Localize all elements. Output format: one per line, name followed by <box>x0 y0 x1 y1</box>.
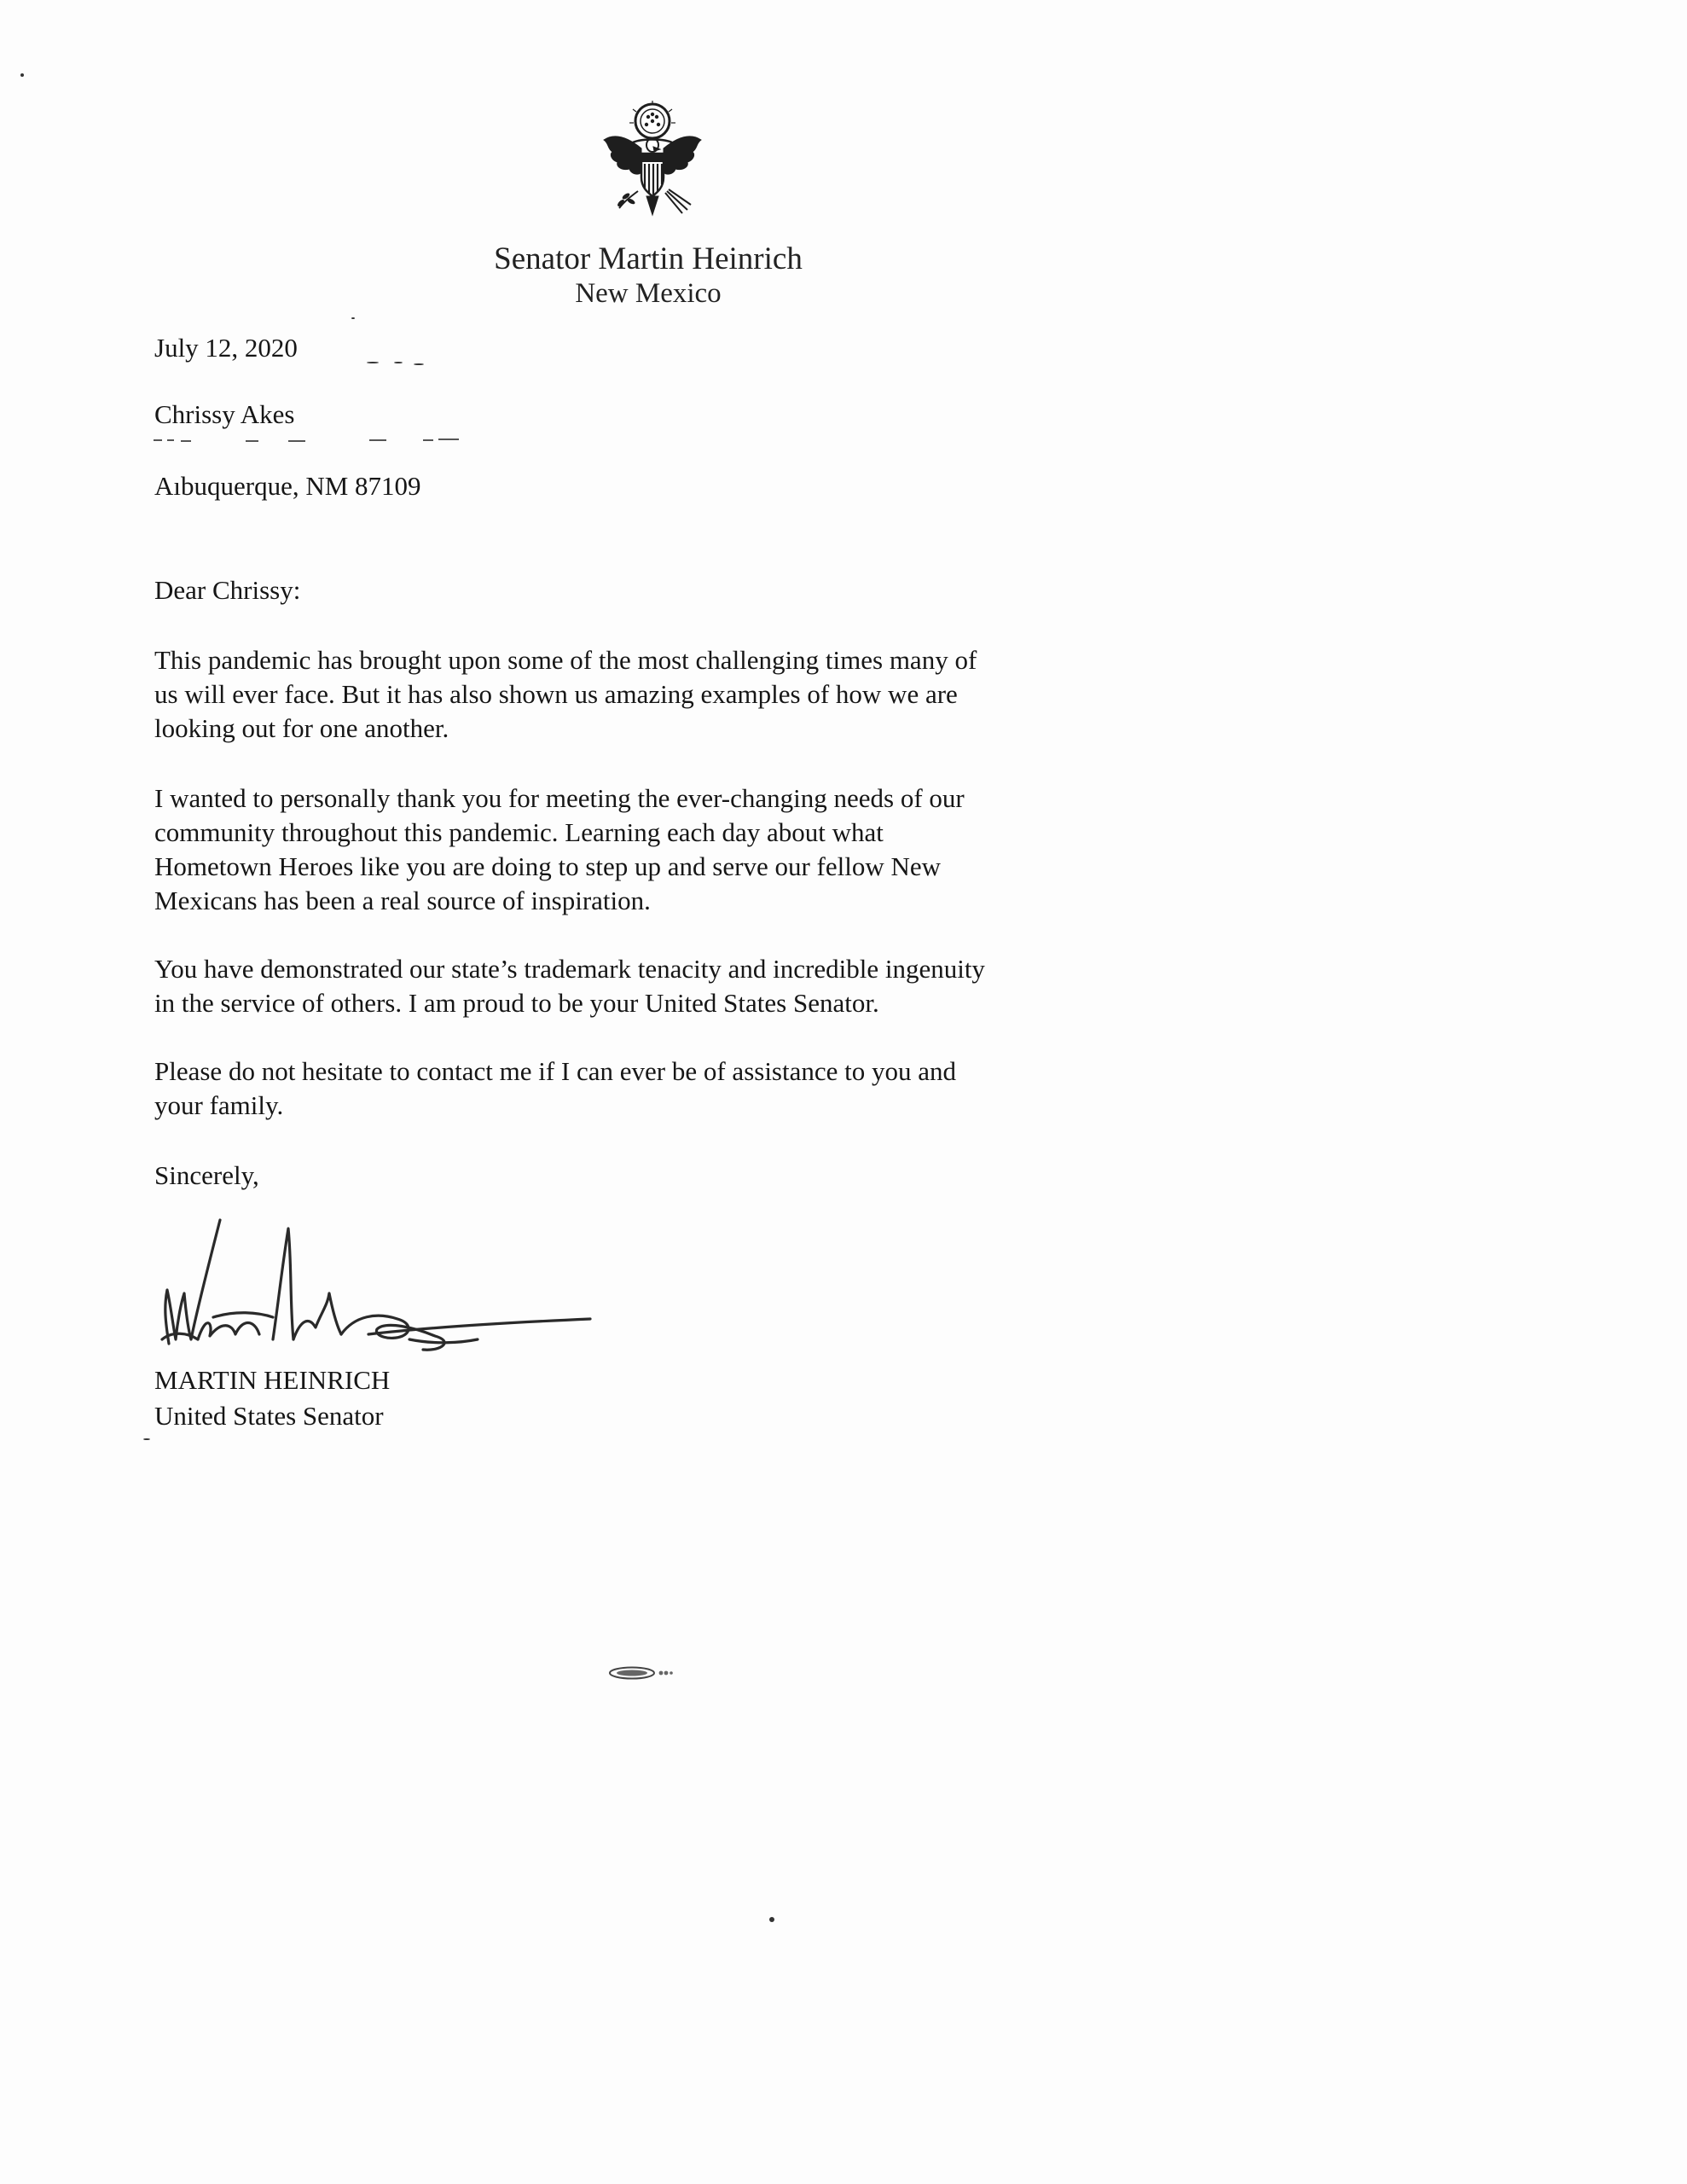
paragraph-line: Hometown Heroes like you are doing to step up and serve our fellow New <box>154 851 942 881</box>
body-paragraph-1 <box>154 643 1144 746</box>
scan-speck <box>769 1917 774 1922</box>
recipient-city-line: Aıbuquerque, NM 87109 <box>154 471 421 501</box>
redacted-address-line <box>152 437 510 445</box>
body-paragraph-4 <box>154 1054 1144 1123</box>
signer-name: MARTIN HEINRICH <box>154 1365 391 1395</box>
letter-date: July 12, 2020 <box>154 333 298 363</box>
paragraph-line: in the service of others. I am proud to be your United States Senator. <box>154 988 879 1018</box>
union-printing-bug-icon <box>608 1665 673 1681</box>
scan-speck <box>143 1438 150 1440</box>
handwritten-signature <box>154 1211 614 1382</box>
paragraph-line: your family. <box>154 1090 284 1120</box>
body-paragraph-3 <box>154 952 1144 1020</box>
letterhead-senator-name: Senator Martin Heinrich <box>494 241 803 276</box>
body-paragraph-2 <box>154 781 1144 918</box>
scan-speck <box>367 362 379 363</box>
paragraph-line: Mexicans has been a real source of inspiration. <box>154 886 651 915</box>
paragraph-line: I wanted to personally thank you for meeting the ever-changing needs of our <box>154 783 965 813</box>
scan-speck <box>414 363 424 365</box>
scan-speck <box>394 362 403 363</box>
scan-speck <box>20 73 24 77</box>
scan-speck <box>351 317 355 319</box>
paragraph-line: us will ever face. But it has also shown us amazing examples of how we are <box>154 679 958 709</box>
letterhead-state: New Mexico <box>575 278 722 309</box>
paragraph-line: You have demonstrated our state’s trademark tenacity and incredible ingenuity <box>154 954 985 984</box>
great-seal-eagle-icon <box>588 96 716 224</box>
recipient-name: Chrissy Akes <box>154 399 295 429</box>
paragraph-line: community throughout this pandemic. Learning each day about what <box>154 817 884 847</box>
paragraph-line: This pandemic has brought upon some of the most challenging times many of <box>154 645 977 675</box>
signer-title: United States Senator <box>154 1401 384 1431</box>
closing: Sincerely, <box>154 1160 259 1190</box>
paragraph-line: Please do not hesitate to contact me if I can ever be of assistance to you and <box>154 1056 957 1086</box>
salutation: Dear Chrissy: <box>154 575 301 605</box>
paragraph-line: looking out for one another. <box>154 713 449 743</box>
